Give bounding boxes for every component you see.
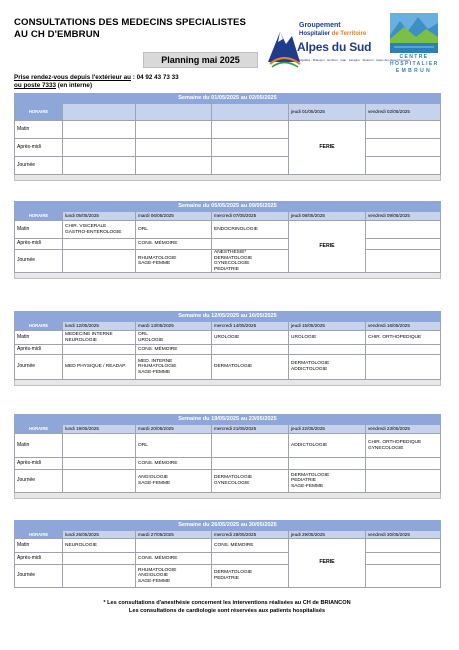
consultation-cell — [63, 345, 136, 355]
consultation-cell: CHIR. VISCERALE GASTRO-ENTEROLOGIE — [63, 221, 136, 239]
consultation-cell — [366, 355, 441, 380]
consultation-cell: CHIR. ORTHOPEDIQUE — [366, 331, 441, 345]
ferie-cell: FERIE — [289, 121, 366, 175]
footer-line2: Les consultations de cardiologie sont réservées aux patients hospitalisés — [128, 607, 326, 614]
consultation-cell — [63, 470, 136, 493]
consultation-cell — [212, 239, 289, 250]
consultation-cell — [366, 539, 441, 553]
week-table — [14, 414, 441, 499]
page-title — [14, 17, 284, 41]
consultation-cell — [366, 121, 441, 139]
consultation-cell: ORL — [136, 221, 212, 239]
slot-row-journee — [15, 157, 441, 175]
horaire-header: HORAIRE — [15, 212, 63, 221]
contact-line1-label: Prise rendez-vous depuis l'extérieur au — [14, 74, 131, 81]
consultation-cell — [63, 250, 136, 273]
slot-label-matin: Matin — [15, 539, 63, 553]
ferie-cell: FERIE — [289, 539, 366, 588]
contact-info — [14, 74, 179, 90]
consultation-cell: CONS. MÉMOIRE — [136, 553, 212, 565]
contact-line1 — [14, 74, 179, 82]
consultation-cell: MED. INTERNE RHUMATOLOGIE SAGE-FEMME — [136, 355, 212, 380]
consultation-cell — [136, 539, 212, 553]
gh-line3: Alpes du Sud — [297, 40, 372, 54]
slot-row-matin — [15, 331, 441, 345]
consultation-cell: ORL UROLOGIE — [136, 331, 212, 345]
ch-line2: HOSPITALIER — [390, 61, 439, 67]
contact-line2-value: (en interne) — [56, 82, 93, 89]
slot-row-apres-midi — [15, 239, 441, 250]
consultation-cell: DERMATOLOGIE PEDIATRIE SAGE-FEMME — [289, 470, 366, 493]
consultation-cell: DERMATOLOGIE — [212, 355, 289, 380]
slot-label-journee: Journée — [15, 565, 63, 588]
week-table — [14, 311, 441, 386]
consultation-cell — [63, 458, 136, 470]
day-header: mardi 06/05/2025 — [136, 212, 212, 221]
day-header: jeudi 08/05/2025 — [289, 212, 366, 221]
week-title: Semaine du 01/05/2025 au 02/05/2025 — [15, 94, 441, 104]
gh-line1: Groupement — [299, 22, 341, 29]
slot-label-apres-midi: Après-midi — [15, 139, 63, 157]
consultation-cell — [212, 458, 289, 470]
consultation-cell: NEUROLOGIE — [63, 539, 136, 553]
day-header: jeudi 29/05/2025 — [289, 531, 366, 539]
consultation-cell — [212, 345, 289, 355]
slot-label-journee: Journée — [15, 470, 63, 493]
consultation-cell: RHUMATOLOGIE SAGE-FEMME — [136, 250, 212, 273]
day-header: mercredi 14/05/2025 — [212, 322, 289, 331]
consultation-cell — [366, 250, 441, 273]
day-header: jeudi 22/05/2025 — [289, 425, 366, 434]
week-table — [14, 93, 441, 181]
consultation-cell — [289, 345, 366, 355]
consultation-cell — [63, 121, 136, 139]
consultation-cell — [366, 458, 441, 470]
week-table — [14, 520, 441, 588]
horaire-header: HORAIRE — [15, 531, 63, 539]
consultation-cell: CONS. MÉMOIRE — [136, 458, 212, 470]
day-header: lundi 26/05/2025 — [63, 531, 136, 539]
consultation-cell: ANGIOLOGIE SAGE-FEMME — [136, 470, 212, 493]
consultation-cell: DERMATOLOGIE ADDICTOLOGIE — [289, 355, 366, 380]
slot-row-apres-midi — [15, 139, 441, 157]
slot-label-matin: Matin — [15, 221, 63, 239]
consultation-cell: CONS. MÉMOIRE — [136, 239, 212, 250]
footer-line1: * Les consultations d'anesthésie concernent les interventions réalisées au CH de BRIANCON — [103, 600, 351, 606]
horaire-header: HORAIRE — [15, 425, 63, 434]
day-header: mercredi 07/05/2025 — [212, 212, 289, 221]
consultation-cell — [212, 121, 289, 139]
day-header: vendredi 16/05/2025 — [366, 322, 441, 331]
consultation-cell — [366, 157, 441, 175]
slot-label-journee: Journée — [15, 157, 63, 175]
day-header: lundi 19/05/2025 — [63, 425, 136, 434]
consultation-cell — [136, 139, 212, 157]
consultation-cell: ORL — [136, 434, 212, 458]
week-title: Semaine du 12/05/2025 au 16/05/2025 — [15, 312, 441, 322]
consultation-cell — [136, 121, 212, 139]
day-header: vendredi 30/05/2025 — [366, 531, 441, 539]
horaire-header: HORAIRE — [15, 104, 63, 121]
horaire-header: HORAIRE — [15, 322, 63, 331]
consultation-cell: DERMATOLOGIE PEDIATRIE — [212, 565, 289, 588]
consultation-cell: CONS. MÉMOIRE — [136, 345, 212, 355]
slot-row-journee — [15, 250, 441, 273]
consultation-cell — [136, 157, 212, 175]
gh-line4: Aiguilles · Briançon · Embrun · Gap · Laragne · Sisteron · Alpes de Haute-Provence — [299, 58, 411, 62]
gh-line2a: Hospitalier — [299, 31, 332, 37]
slot-row-apres-midi — [15, 553, 441, 565]
page-title-line2: AU CH D'EMBRUN — [14, 29, 100, 40]
consultation-cell — [63, 553, 136, 565]
ch-line1: CENTRE — [399, 54, 429, 60]
consultation-cell: UROLOGIE — [289, 331, 366, 345]
consultation-cell — [366, 345, 441, 355]
day-header: jeudi 01/05/2025 — [289, 104, 366, 121]
day-header: lundi 12/05/2025 — [63, 322, 136, 331]
day-header — [212, 104, 289, 121]
slot-row-matin — [15, 221, 441, 239]
slot-label-matin: Matin — [15, 434, 63, 458]
gh-line2b: de Territoire — [331, 31, 367, 37]
day-header: mardi 13/05/2025 — [136, 322, 212, 331]
slot-label-matin: Matin — [15, 121, 63, 139]
slot-row-apres-midi — [15, 345, 441, 355]
consultation-cell — [366, 565, 441, 588]
day-header — [63, 104, 136, 121]
slot-label-apres-midi: Après-midi — [15, 458, 63, 470]
week-separator — [15, 380, 441, 386]
day-header: mardi 20/05/2025 — [136, 425, 212, 434]
contact-phone: : 04 92 43 73 33 — [130, 74, 179, 81]
lake-mountain-icon — [390, 13, 438, 53]
slot-row-journee — [15, 565, 441, 588]
week-separator — [15, 175, 441, 181]
consultation-cell: RHUMATOLOGIE ANGIOLOGIE SAGE-FEMME — [136, 565, 212, 588]
gh-line2 — [299, 31, 366, 37]
slot-row-apres-midi — [15, 458, 441, 470]
consultation-cell: UROLOGIE — [212, 331, 289, 345]
consultation-cell: MEDECINE INTERNE NEUROLOGIE — [63, 331, 136, 345]
page-title-line1: CONSULTATIONS DES MEDECINS SPECIALISTES — [14, 17, 247, 28]
week-title: Semaine du 26/05/2025 au 30/05/2025 — [15, 521, 441, 531]
day-header: mardi 27/05/2025 — [136, 531, 212, 539]
ch-embrun-logo — [390, 13, 438, 73]
consultation-cell — [63, 139, 136, 157]
slot-label-apres-midi: Après-midi — [15, 239, 63, 250]
contact-line2 — [14, 82, 179, 90]
consultation-cell — [63, 157, 136, 175]
slot-label-apres-midi: Après-midi — [15, 345, 63, 355]
consultation-cell — [366, 139, 441, 157]
consultation-cell: DERMATOLOGIE GYNECOLOGIE — [212, 470, 289, 493]
consultation-cell — [212, 553, 289, 565]
slot-row-matin — [15, 121, 441, 139]
ch-line3: EMBRUN — [395, 68, 433, 74]
week-separator — [15, 493, 441, 499]
week-table — [14, 201, 441, 279]
gh-alpes-du-sud-logo — [266, 18, 411, 72]
slot-row-matin — [15, 539, 441, 553]
slot-row-journee — [15, 470, 441, 493]
ferie-cell: FERIE — [289, 221, 366, 273]
day-header: jeudi 15/05/2025 — [289, 322, 366, 331]
footer-notes — [14, 600, 440, 615]
consultation-cell — [366, 470, 441, 493]
slot-label-apres-midi: Après-midi — [15, 553, 63, 565]
day-header — [136, 104, 212, 121]
day-header: lundi 05/05/2025 — [63, 212, 136, 221]
consultation-cell: CONS. MÉMOIRE — [212, 539, 289, 553]
day-header: vendredi 09/05/2025 — [366, 212, 441, 221]
consultation-cell — [366, 239, 441, 250]
consultation-cell: ENDOCRINOLOGIE — [212, 221, 289, 239]
consultation-cell — [63, 434, 136, 458]
consultation-cell — [366, 553, 441, 565]
day-header: vendredi 23/05/2025 — [366, 425, 441, 434]
consultation-cell — [212, 157, 289, 175]
slot-label-journee: Journée — [15, 355, 63, 380]
consultation-cell — [63, 239, 136, 250]
day-header: mercredi 21/05/2025 — [212, 425, 289, 434]
planning-label: Planning mai 2025 — [143, 52, 258, 68]
consultation-cell — [63, 565, 136, 588]
consultation-cell — [212, 434, 289, 458]
consultation-cell — [366, 221, 441, 239]
slot-row-journee — [15, 355, 441, 380]
consultation-cell: MED PHYSIQUE / READAP. — [63, 355, 136, 380]
consultation-cell: CHIR. ORTHOPEDIQUE GYNECOLOGIE — [366, 434, 441, 458]
week-title: Semaine du 05/05/2025 au 09/05/2025 — [15, 202, 441, 212]
day-header: mercredi 28/05/2025 — [212, 531, 289, 539]
consultation-cell: ADDICTOLOGIE — [289, 434, 366, 458]
slot-label-journee: Journée — [15, 250, 63, 273]
day-header: vendredi 02/05/2025 — [366, 104, 441, 121]
consultation-cell — [289, 458, 366, 470]
consultation-cell: ANESTHESIE* DERMATOLOGIE GYNECOLOGIE PEDIATRIE — [212, 250, 289, 273]
week-title: Semaine du 19/05/2025 au 23/05/2025 — [15, 415, 441, 425]
consultation-cell — [212, 139, 289, 157]
slot-row-matin — [15, 434, 441, 458]
week-separator — [15, 273, 441, 279]
slot-label-matin: Matin — [15, 331, 63, 345]
contact-line2-label: ou poste 7333 — [14, 82, 56, 89]
